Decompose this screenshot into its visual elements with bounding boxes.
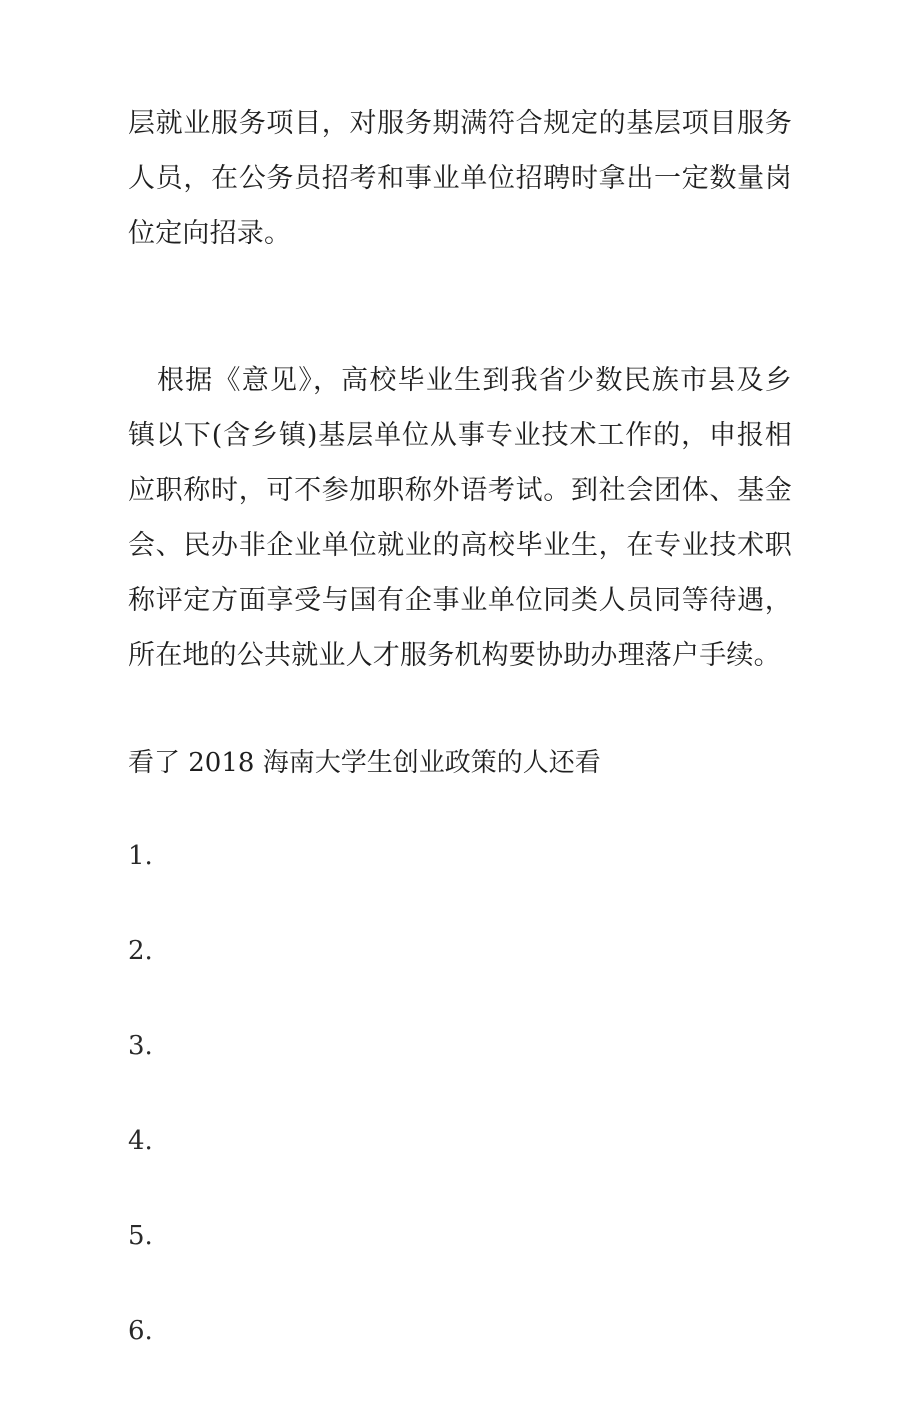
list-item-marker: 1.: [128, 841, 153, 871]
list-item[interactable]: [128, 936, 792, 1031]
heading-spacer: [128, 683, 792, 743]
list-item-marker: 3.: [128, 1031, 153, 1061]
list-item[interactable]: [128, 1316, 792, 1411]
related-articles-heading: 看了 2018 海南大学生创业政策的人还看: [128, 748, 601, 778]
list-item[interactable]: [128, 1031, 792, 1126]
list-item-marker: 4.: [128, 1126, 153, 1156]
paragraph-spacer: [128, 261, 792, 353]
paragraph-continuation: 层就业服务项目，对服务期满符合规定的基层项目服务人员，在公务员招考和事业单位招聘时拿出一定数量岗位定向招录。: [128, 108, 792, 249]
related-articles-list: [128, 841, 792, 1411]
list-item-marker: 5.: [128, 1221, 153, 1251]
list-item[interactable]: [128, 1126, 792, 1221]
list-item[interactable]: [128, 841, 792, 936]
paragraph-opinion: 根据《意见》，高校毕业生到我省少数民族市县及乡镇以下(含乡镇)基层单位从事专业技术工作的，申报相应职称时，可不参加职称外语考试。到社会团体、基金会、民办非企业单位就业的高校毕业生，在专业技术职称评定方面享受与国有企事业单位同类人员同等待遇，所在地的公共就业人才服务机构要协助办理落户手续。: [128, 365, 792, 671]
list-item-marker: 2.: [128, 936, 153, 966]
list-item-marker: 6.: [128, 1316, 153, 1346]
document-content: [128, 96, 792, 1411]
list-spacer: [128, 783, 792, 841]
